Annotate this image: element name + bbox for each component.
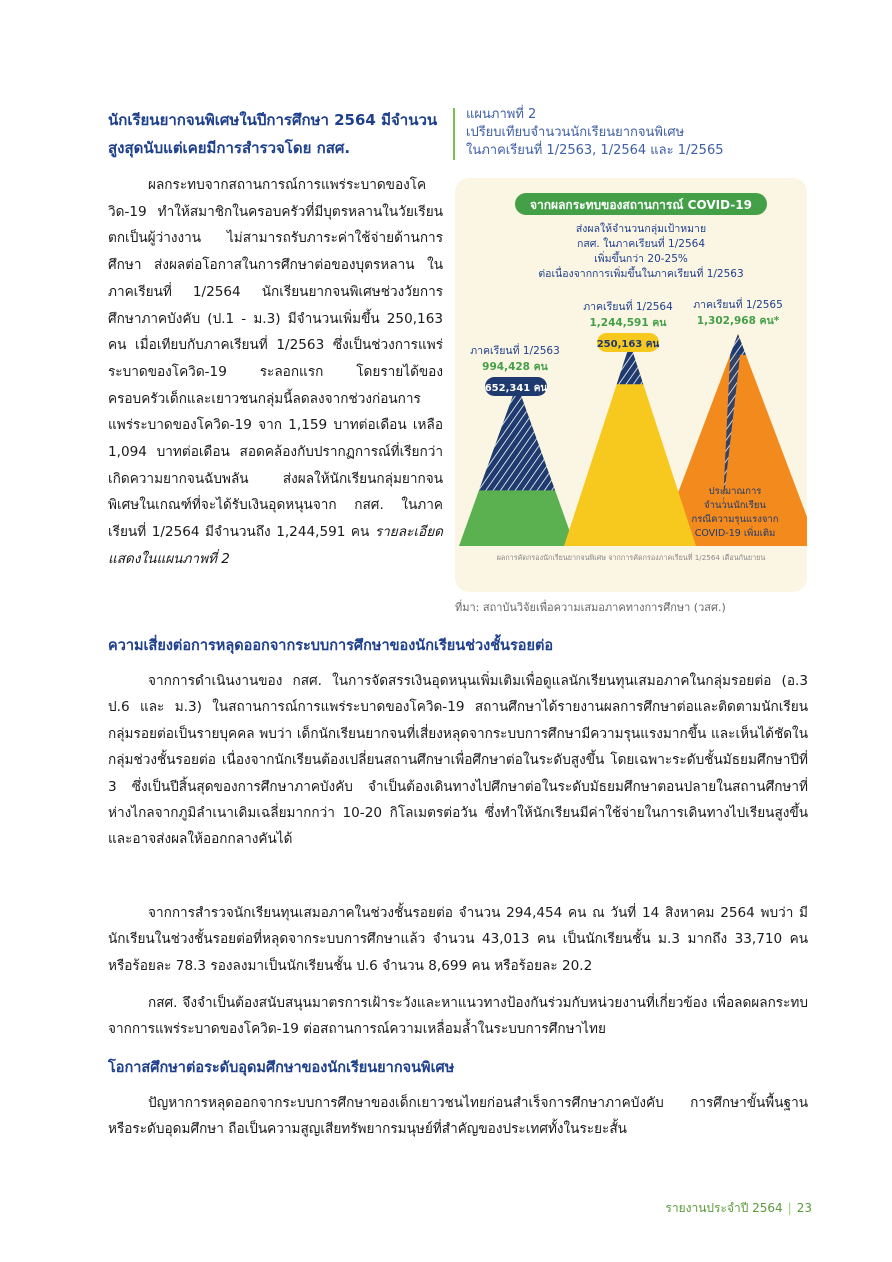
figure-title-line2: ในภาคเรียนที่ 1/2563, 1/2564 และ 1/2565 (466, 143, 724, 158)
note-line4: ต่อเนื่องจากการเพิ่มขึ้นในภาคเรียนที่ 1/2563 (538, 268, 744, 280)
section2-heading: โอกาสศึกษาต่อระดับอุดมศึกษาของนักเรียนยากจนพิเศษ (108, 1060, 455, 1076)
left-heading: นักเรียนยากจนพิเศษในปีการศึกษา 2564 มีจำนวนสูงสุดนับแต่เคยมีการสำรวจโดย กสศ. (108, 111, 438, 157)
note-line2: กสศ. ในภาคเรียนที่ 1/2564 (576, 238, 706, 250)
figure-label: แผนภาพที่ 2 (466, 107, 537, 122)
badge-2564-text: 250,163 คน (596, 339, 660, 350)
mountain-2563 (459, 384, 575, 546)
label-2563-term: ภาคเรียนที่ 1/2563 (470, 345, 560, 357)
note-2565-line1: ประมาณการ (708, 486, 762, 497)
label-2565-term: ภาคเรียนที่ 1/2565 (693, 299, 783, 311)
mountain-2564 (564, 343, 696, 546)
label-2564-term: ภาคเรียนที่ 1/2564 (583, 301, 673, 313)
label-2564-value: 1,244,591 คน (589, 317, 667, 329)
badge-2563-text: 652,341 คน (484, 383, 548, 394)
section1-paragraph2: จากการสำรวจนักเรียนทุนเสมอภาคในช่วงชั้นรอยต่อ จำนวน 294,454 คน ณ วันที่ 14 สิงหาคม 2564 พบว่า มีนักเรียนในช่วงชั้นรอยต่อที่หลุดจากระบบการศึกษาแล้ว จำนวน 43,013 คน เป็นนักเรียนชั้น ม.3 มากถึง 33,710 คน หรือร้อยละ 78.3 รองลงมาเป็นนักเรียนชั้น ป.6 จำนวน 8,699 คน หรือร้อยละ 20.2 (108, 905, 808, 974)
label-2563-value: 994,428 คน (482, 361, 548, 373)
banner-text: จากผลกระทบของสถานการณ์ COVID-19 (530, 198, 752, 212)
note-line3: เพิ่มขึ้นกว่า 20-25% (594, 253, 688, 265)
mountain-chart (455, 178, 807, 592)
figure-accent-bar (453, 108, 455, 160)
mountain-2563-hatched-tip (479, 384, 555, 490)
note-2565-line4: COVID-19 เพิ่มเติม (694, 528, 776, 539)
left-paragraph-italic: รายละเอียดแสดงในแผนภาพที่ 2 (108, 524, 443, 567)
note-2565-line3: กรณีความรุนแรงจาก (691, 514, 779, 525)
chart-footnote: ผลการคัดกรองนักเรียนยากจนพิเศษ จากการคัดกรองภาคเรียนที่ 1/2564 เดือนกันยายน (496, 553, 766, 562)
section1-heading: ความเสี่ยงต่อการหลุดออกจากระบบการศึกษาของนักเรียนช่วงชั้นรอยต่อ (108, 638, 554, 654)
figure-source: ที่มา: สถาบันวิจัยเพื่อความเสมอภาคทางการศึกษา (วสศ.) (455, 601, 726, 614)
page-footer: รายงานประจำปี 2564 | 23 (665, 1201, 812, 1215)
label-2565-value: 1,302,968 คน* (696, 315, 780, 327)
footer-title: รายงานประจำปี 2564 (665, 1201, 783, 1215)
figure-title-line1: เปรียบเทียบจำนวนนักเรียนยากจนพิเศษ (466, 125, 685, 140)
mountain-2565-hatched-tip (730, 334, 746, 355)
note-2565-line2: จำนวนนักเรียน (704, 500, 766, 511)
section1-paragraph3: กสศ. จึงจำเป็นต้องสนับสนุนมาตรการเฝ้าระวังและหาแนวทางป้องกันร่วมกับหน่วยงานที่เกี่ยวข้อง เพื่อลดผลกระทบจากการแพร่ระบาดของโควิด-19 ต่อสถานการณ์ความเหลื่อมล้ำในระบบการศึกษาไทย (108, 995, 808, 1038)
figure-caption (466, 106, 724, 160)
page-number: 23 (796, 1201, 812, 1215)
note-line1: ส่งผลให้จำนวนกลุ่มเป้าหมาย (575, 223, 707, 235)
section2-paragraph1: ปัญหาการหลุดออกจากระบบการศึกษาของเด็กเยาวชนไทยก่อนสำเร็จการศึกษาภาคบังคับ การศึกษาขั้นพื้นฐาน หรือระดับอุดมศึกษา ถือเป็นความสูญเสียทรัพยากรมนุษย์ที่สำคัญของประเทศทั้งในระยะสั้น (108, 1095, 808, 1138)
figure-panel (455, 178, 807, 592)
section1-paragraph1: จากการดำเนินงานของ กสศ. ในการจัดสรรเงินอุดหนุนเพิ่มเติมเพื่อดูแลนักเรียนทุนเสมอภาคในกลุ่มรอยต่อ (อ.3 ป.6 และ ม.3) ในสถานการณ์การแพร่ระบาดของโควิด-19 สถานศึกษาได้รายงานผลการศึกษาต่อและติดตามนักเรียนกลุ่มรอยต่อเป็นรายบุคคล พบว่า เด็กนักเรียนยากจนที่เสี่ยงหลุดจากระบบการศึกษามีความรุนแรงมากขึ้น และเห็นได้ชัดในกลุ่มช่วงชั้นรอยต่อ เนื่องจากนักเรียนต้องเปลี่ยนสถานศึกษาเพื่อศึกษาต่อในระดับสูงขึ้น โดยเฉพาะระดับชั้นมัธยมศึกษาปีที่ 3 ซึ่งเป็นปีสิ้นสุดของการศึกษาภาคบังคับ จำเป็นต้องเดินทางไปศึกษาต่อในระดับมัธยมศึกษาตอนปลายในสถานศึกษาที่ห่างไกลจากภูมิลำเนาเดิมเฉลี่ยมากกว่า 10-20 กิโลเมตรต่อวัน ซึ่งทำให้นักเรียนมีค่าใช้จ่ายในการเดินทางไปเรียนสูงขึ้น และอาจส่งผลให้ออกกลางคันได้ (108, 673, 808, 848)
left-paragraph: ผลกระทบจากสถานการณ์การแพร่ระบาดของโควิด-19 ทำให้สมาชิกในครอบครัวที่มีบุตรหลานในวัยเรียนตกเป็นผู้ว่างงาน ไม่สามารถรับภาระค่าใช้จ่ายด้านการศึกษา ส่งผลต่อโอกาสในการศึกษาต่อของบุตรหลาน ในภาคเรียนที่ 1/2564 นักเรียนยากจนพิเศษช่วงวัยการศึกษาภาคบังคับ (ป.1 - ม.3) มีจำนวนเพิ่มขึ้น 250,163 คน เมื่อเทียบกับภาคเรียนที่ 1/2563 ซึ่งเป็นช่วงการแพร่ระบาดของโควิด-19 ระลอกแรก โดยรายได้ของครอบครัวเด็กและเยาวชนกลุ่มนี้ลดลงจากช่วงก่อนการแพร่ระบาดของโควิด-19 จาก 1,159 บาทต่อเดือน เหลือ 1,094 บาทต่อเดือน สอดคล้องกับปรากฏการณ์ที่เรียกว่าเกิดความยากจนฉับพลัน ส่งผลให้นักเรียนกลุ่มยากจนพิเศษในเกณฑ์ที่จะได้รับเงินอุดหนุนจาก กสศ. ในภาคเรียนที่ 1/2564 มีจำนวนถึง 1,244,591 คน รายละเอียดแสดงในแผนภาพที่ 2 (108, 177, 443, 567)
